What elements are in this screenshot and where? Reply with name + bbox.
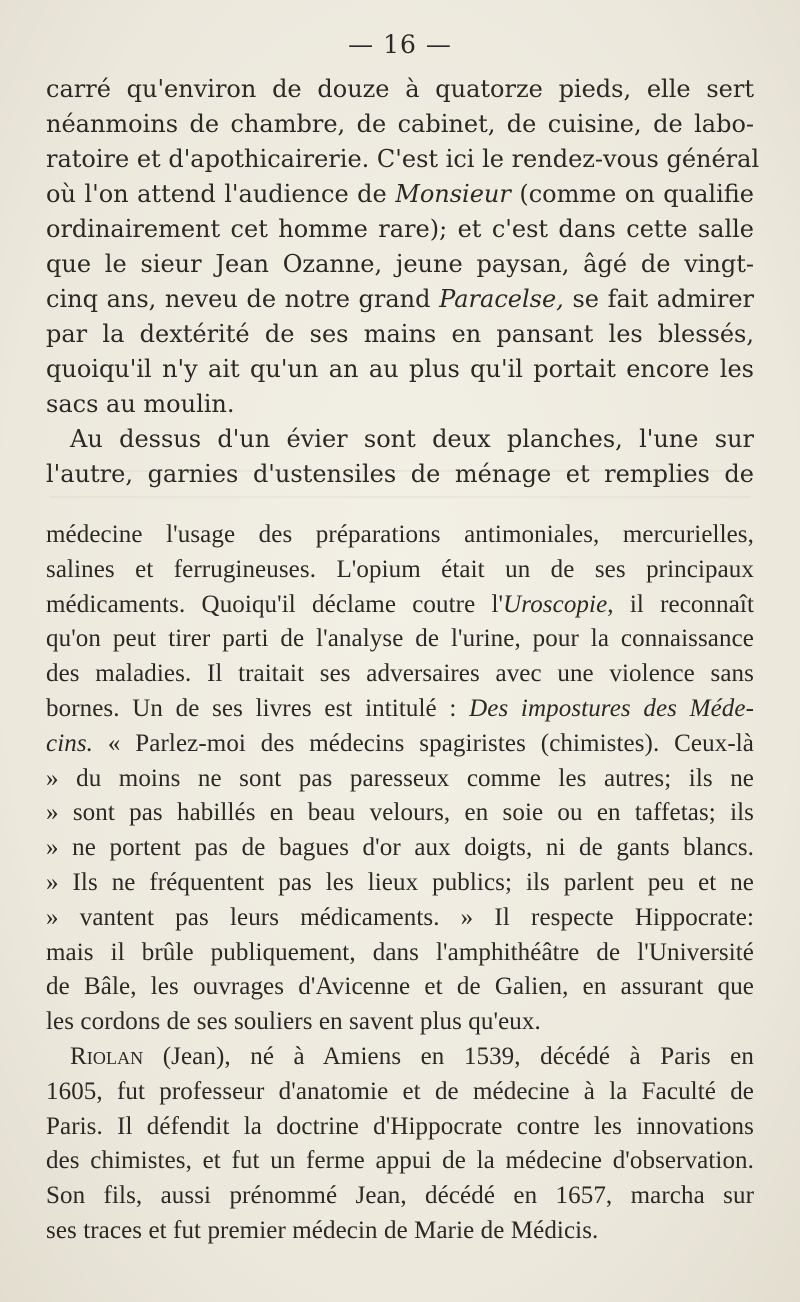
text-line: carré qu'environ de douze à quatorze pieds, elle sert [46, 75, 754, 103]
text-line [46, 692, 754, 727]
show-through-mark [50, 496, 750, 498]
text-line: mais il brûle publiquement, dans l'amphithéâtre de l'Université [46, 938, 754, 966]
text-line: Paris. Il défendit la doctrine d'Hippocrate contre les innovations [46, 1112, 754, 1140]
italic-title: cins. [46, 729, 94, 757]
text-line [46, 282, 754, 317]
text-line: néanmoins de chambre, de cabinet, de cuisine, de labo- [46, 110, 754, 138]
text-line: Son fils, aussi prénommé Jean, décédé en 1657, marcha sur [46, 1182, 754, 1210]
text-fragment: , il reconnaît [607, 590, 755, 618]
text-line: ordinairement cet homme rare); et c'est dans cette salle [46, 215, 754, 243]
text-line: sacs au moulin. [46, 390, 235, 418]
text-line: médecine l'usage des préparations antimoniales, mercurielles, [46, 521, 754, 548]
text-line: » du moins ne sont pas paresseux comme les autres; ils ne [46, 764, 754, 792]
text-line: les cordons de ses souliers en savent plus qu'eux. [46, 1008, 541, 1036]
italic-term: Paracelse, [439, 285, 564, 313]
text-line: par la dextérité de ses mains en pansant les blessés, [46, 320, 754, 348]
text-line: l'autre, garnies d'ustensiles de ménage et remplies de [46, 460, 754, 488]
text-line: » ne portent pas de bagues d'or aux doigts, ni de gants blancs. [46, 834, 754, 862]
text-fragment: où l'on attend l'audience de [46, 180, 396, 208]
text-line: des chimistes, et fut un ferme appui de la médecine d'observation. [46, 1147, 754, 1175]
text-line: 1605, fut professeur d'anatomie et de médecine à la Faculté de [46, 1077, 754, 1105]
text-fragment: médicaments. Quoiqu'il déclame coutre l' [46, 590, 504, 618]
entry-name: Riolan [70, 1042, 144, 1070]
show-through-mark [50, 470, 750, 472]
italic-term: Uroscopie [503, 590, 608, 618]
lower-text-block [46, 518, 754, 1249]
text-line [46, 177, 754, 212]
text-line: de Bâle, les ouvrages d'Avicenne et de Galien, en assurant que [46, 973, 754, 1001]
text-fragment: « Parlez-moi des médecins spagiristes (chimistes). Ceux-là [93, 729, 754, 757]
text-line: qu'on peut tirer parti de l'analyse de l'urine, pour la connaissance [46, 625, 754, 653]
upper-text-block [46, 72, 760, 492]
text-fragment: (Jean), né à Amiens en 1539, décédé à Paris en [162, 1042, 754, 1070]
text-line: » vantent pas leurs médicaments. » Il respecte Hippocrate: [46, 903, 754, 931]
text-fragment: se fait admirer [563, 285, 755, 313]
text-line [46, 727, 754, 762]
italic-term: Monsieur [395, 180, 511, 208]
page-number: — 16 — [348, 30, 452, 59]
text-line: ses traces et fut premier médecin de Marie de Médicis. [46, 1216, 599, 1244]
text-line [46, 588, 754, 623]
text-line: que le sieur Jean Ozanne, jeune paysan, âgé de vingt- [46, 250, 754, 278]
text-line: des maladies. Il traitait ses adversaires avec une violence sans [46, 660, 754, 688]
text-line: salines et ferrugineuses. L'opium était un de ses principaux [46, 555, 754, 583]
text-line: ratoire et d'apothicairerie. C'est ici le rendez-vous général [46, 145, 760, 173]
text-line: » Ils ne fréquentent pas les lieux publics; ils parlent peu et ne [46, 868, 754, 896]
italic-title: Des impostures des Méde- [469, 694, 754, 722]
text-line [46, 1040, 754, 1075]
text-fragment: (comme on qualifie [510, 180, 754, 208]
text-line: Au dessus d'un évier sont deux planches, l'une sur [70, 425, 754, 453]
text-fragment: bornes. Un de ses livres est intitulé : [46, 694, 470, 722]
text-line: quoiqu'il n'y ait qu'un an au plus qu'il portait encore les [46, 355, 754, 383]
text-fragment: cinq ans, neveu de notre grand [46, 285, 440, 313]
text-line: » sont pas habillés en beau velours, en soie ou en taffetas; ils [46, 799, 754, 827]
